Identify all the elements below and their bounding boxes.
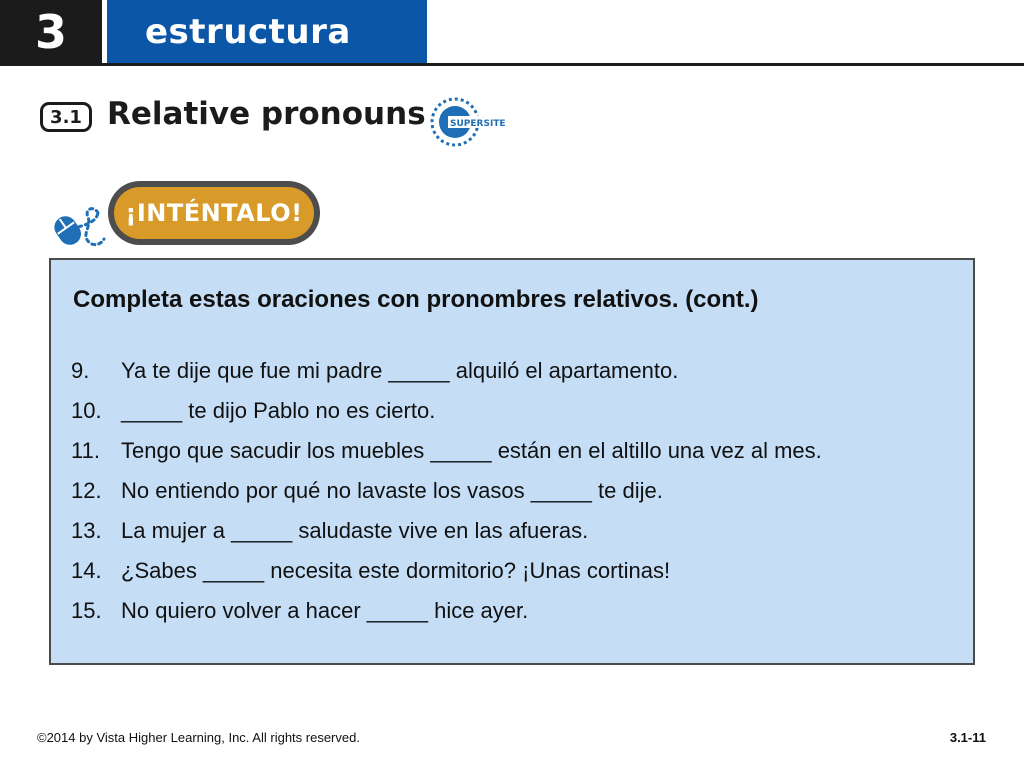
exercise-item — [71, 358, 822, 398]
item-text: Tengo que sacudir los muebles _____ están en el altillo una vez al mes. — [121, 438, 822, 463]
exercise-item — [71, 518, 822, 558]
item-number: 14. — [71, 558, 102, 583]
exercise-instructions: Completa estas oraciones con pronombres relativos. (cont.) — [73, 286, 759, 313]
item-number: 15. — [71, 598, 102, 623]
item-number: 10. — [71, 398, 102, 423]
item-number: 13. — [71, 518, 102, 543]
supersite-logo-text: SUPERSITE — [450, 119, 506, 129]
item-number: 12. — [71, 478, 102, 503]
exercise-item — [71, 558, 822, 598]
footer-page-number: 3.1-11 — [949, 730, 986, 745]
item-text: Ya te dije que fue mi padre _____ alquiló el apartamento. — [121, 358, 679, 383]
item-text: No quiero volver a hacer _____ hice ayer. — [121, 598, 529, 623]
item-text: No entiendo por qué no lavaste los vasos _____ te dije. — [121, 478, 663, 503]
item-number: 11. — [71, 438, 100, 463]
item-text: _____ te dijo Pablo no es cierto. — [121, 398, 436, 423]
exercise-list — [71, 358, 822, 638]
section-title: Relative pronouns — [107, 96, 426, 132]
exercise-item — [71, 478, 822, 518]
item-number: 9. — [71, 358, 90, 383]
mouse-icon — [50, 203, 110, 249]
exercise-item — [71, 598, 822, 638]
footer-copyright: ©2014 by Vista Higher Learning, Inc. All rights reserved. — [37, 730, 360, 745]
supersite-logo[interactable] — [428, 95, 506, 149]
intentalo-badge — [108, 181, 320, 245]
exercise-item — [71, 398, 822, 438]
section-number-badge: 3.1 — [40, 102, 92, 132]
header-rule — [0, 63, 1024, 66]
exercise-item — [71, 438, 822, 478]
intentalo-label: ¡INTÉNTALO! — [114, 187, 314, 239]
chapter-number: 3 — [0, 0, 102, 63]
exercise-box — [49, 258, 975, 665]
item-text: La mujer a _____ saludaste vive en las afueras. — [121, 518, 589, 543]
item-text: ¿Sabes _____ necesita este dormitorio? ¡Unas cortinas! — [121, 558, 671, 583]
chapter-title: estructura — [107, 0, 427, 63]
